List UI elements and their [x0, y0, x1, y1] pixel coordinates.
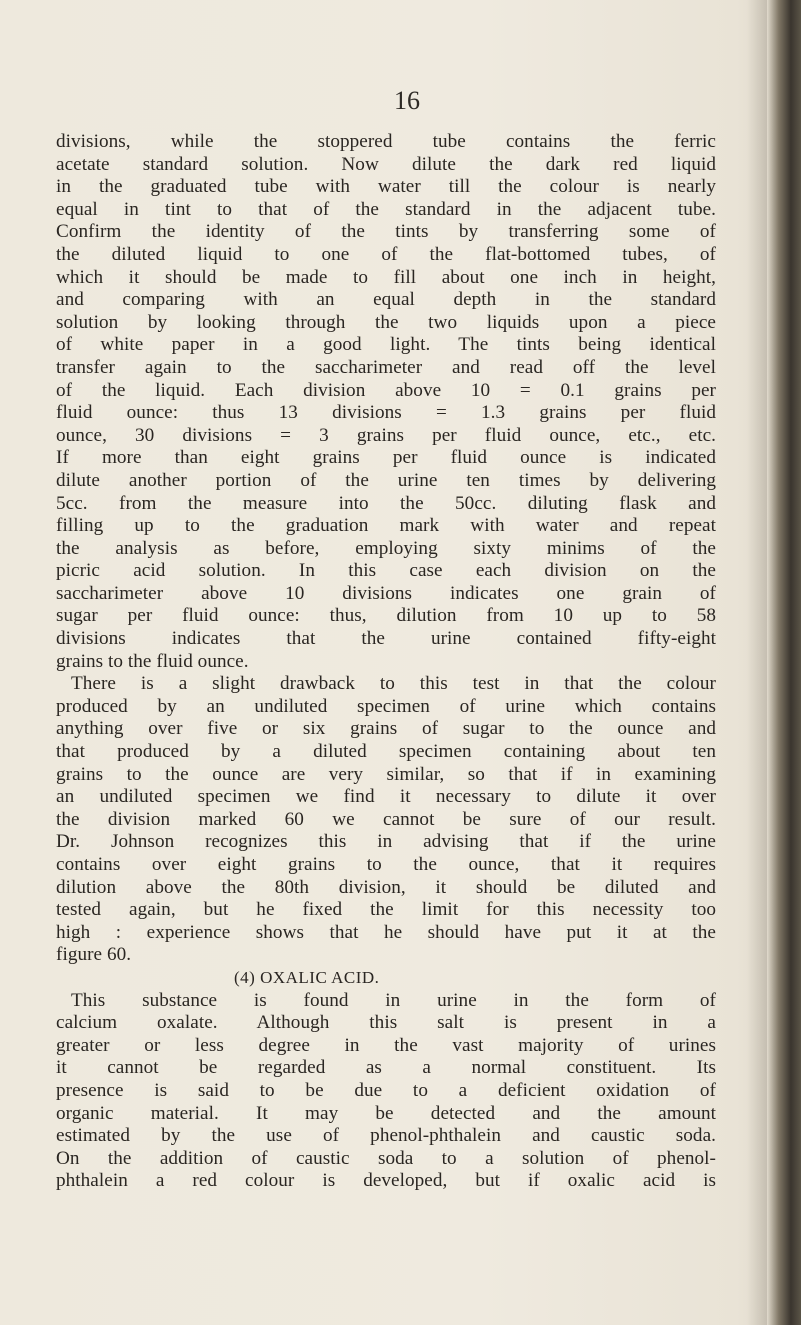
text-line: it cannot be regarded as a normal constituent. Its	[56, 1057, 716, 1079]
text-line: picric acid solution. In this case each division on the	[56, 560, 716, 582]
text-line: presence is said to be due to a deficient oxidation of	[56, 1079, 716, 1101]
text-line: There is a slight drawback to this test in that the colour	[71, 673, 716, 695]
page-number: 16	[394, 86, 420, 115]
text-line: ounce, 30 divisions = 3 grains per fluid ounce, etc., etc.	[56, 424, 716, 446]
spine-shadow	[747, 0, 767, 1325]
text-line: acetate standard solution. Now dilute the dark red liquid	[56, 153, 716, 175]
text-line: dilution above the 80th division, it should be diluted and	[56, 876, 716, 898]
text-line: of the liquid. Each division above 10 = 0.1 grains per	[56, 379, 716, 401]
text-line: the analysis as before, employing sixty minims of the	[56, 537, 716, 559]
text-line: greater or less degree in the vast majority of urines	[56, 1034, 716, 1056]
text-line: calcium oxalate. Although this salt is present in a	[56, 1012, 716, 1034]
text-line: saccharimeter above 10 divisions indicates one grain of	[56, 582, 716, 604]
text-line: solution by looking through the two liquids upon a piece	[56, 311, 716, 333]
text-line: an undiluted specimen we find it necessary to dilute it over	[56, 786, 716, 808]
text-line: On the addition of caustic soda to a solution of phenol-	[56, 1147, 716, 1169]
text-line: grains to the ounce are very similar, so that if in examining	[56, 763, 716, 785]
text-line: anything over five or six grains of sugar to the ounce and	[56, 718, 716, 740]
text-line: produced by an undiluted specimen of urine which contains	[56, 695, 716, 717]
text-line: phthalein a red colour is developed, but if oxalic acid is	[56, 1170, 716, 1192]
text-line: dilute another portion of the urine ten times by delivering	[56, 469, 716, 491]
text-line: equal in tint to that of the standard in the adjacent tube.	[56, 198, 716, 220]
text-line: in the graduated tube with water till the colour is nearly	[56, 176, 716, 198]
text-line: the diluted liquid to one of the flat-bottomed tubes, of	[56, 243, 716, 265]
section-heading: (4) OXALIC ACID.	[234, 967, 380, 987]
text-line: of white paper in a good light. The tints being identical	[56, 334, 716, 356]
text-line: Confirm the identity of the tints by transferring some of	[56, 221, 716, 243]
body-text	[56, 131, 716, 1193]
text-line: the division marked 60 we cannot be sure of our result.	[56, 808, 716, 830]
text-line: tested again, but he fixed the limit for this necessity too	[56, 899, 716, 921]
text-line: This substance is found in urine in the form of	[71, 989, 716, 1011]
text-line: high : experience shows that he should have put it at the	[56, 921, 716, 943]
text-line: If more than eight grains per fluid ounce is indicated	[56, 447, 716, 469]
text-line: transfer again to the saccharimeter and read off the level	[56, 356, 716, 378]
text-line: figure 60.	[56, 944, 132, 966]
text-line: sugar per fluid ounce: thus, dilution from 10 up to 58	[56, 605, 716, 627]
text-line: divisions indicates that the urine contained fifty-eight	[56, 628, 716, 650]
text-line: estimated by the use of phenol-phthalein and caustic soda.	[56, 1125, 716, 1147]
text-line: fluid ounce: thus 13 divisions = 1.3 grains per fluid	[56, 402, 716, 424]
text-line: filling up to the graduation mark with water and repeat	[56, 515, 716, 537]
text-line: that produced by a diluted specimen containing about ten	[56, 741, 716, 763]
text-line: grains to the fluid ounce.	[56, 650, 249, 672]
text-line: 5cc. from the measure into the 50cc. diluting flask and	[56, 492, 716, 514]
text-line: organic material. It may be detected and the amount	[56, 1102, 716, 1124]
text-line: and comparing with an equal depth in the standard	[56, 289, 716, 311]
text-line: contains over eight grains to the ounce, that it requires	[56, 854, 716, 875]
text-line: which it should be made to fill about one inch in height,	[56, 266, 716, 288]
page-edge	[767, 0, 801, 1325]
text-line: Dr. Johnson recognizes this in advising that if the urine	[56, 831, 716, 853]
text-line: divisions, while the stoppered tube contains the ferric	[56, 131, 716, 152]
